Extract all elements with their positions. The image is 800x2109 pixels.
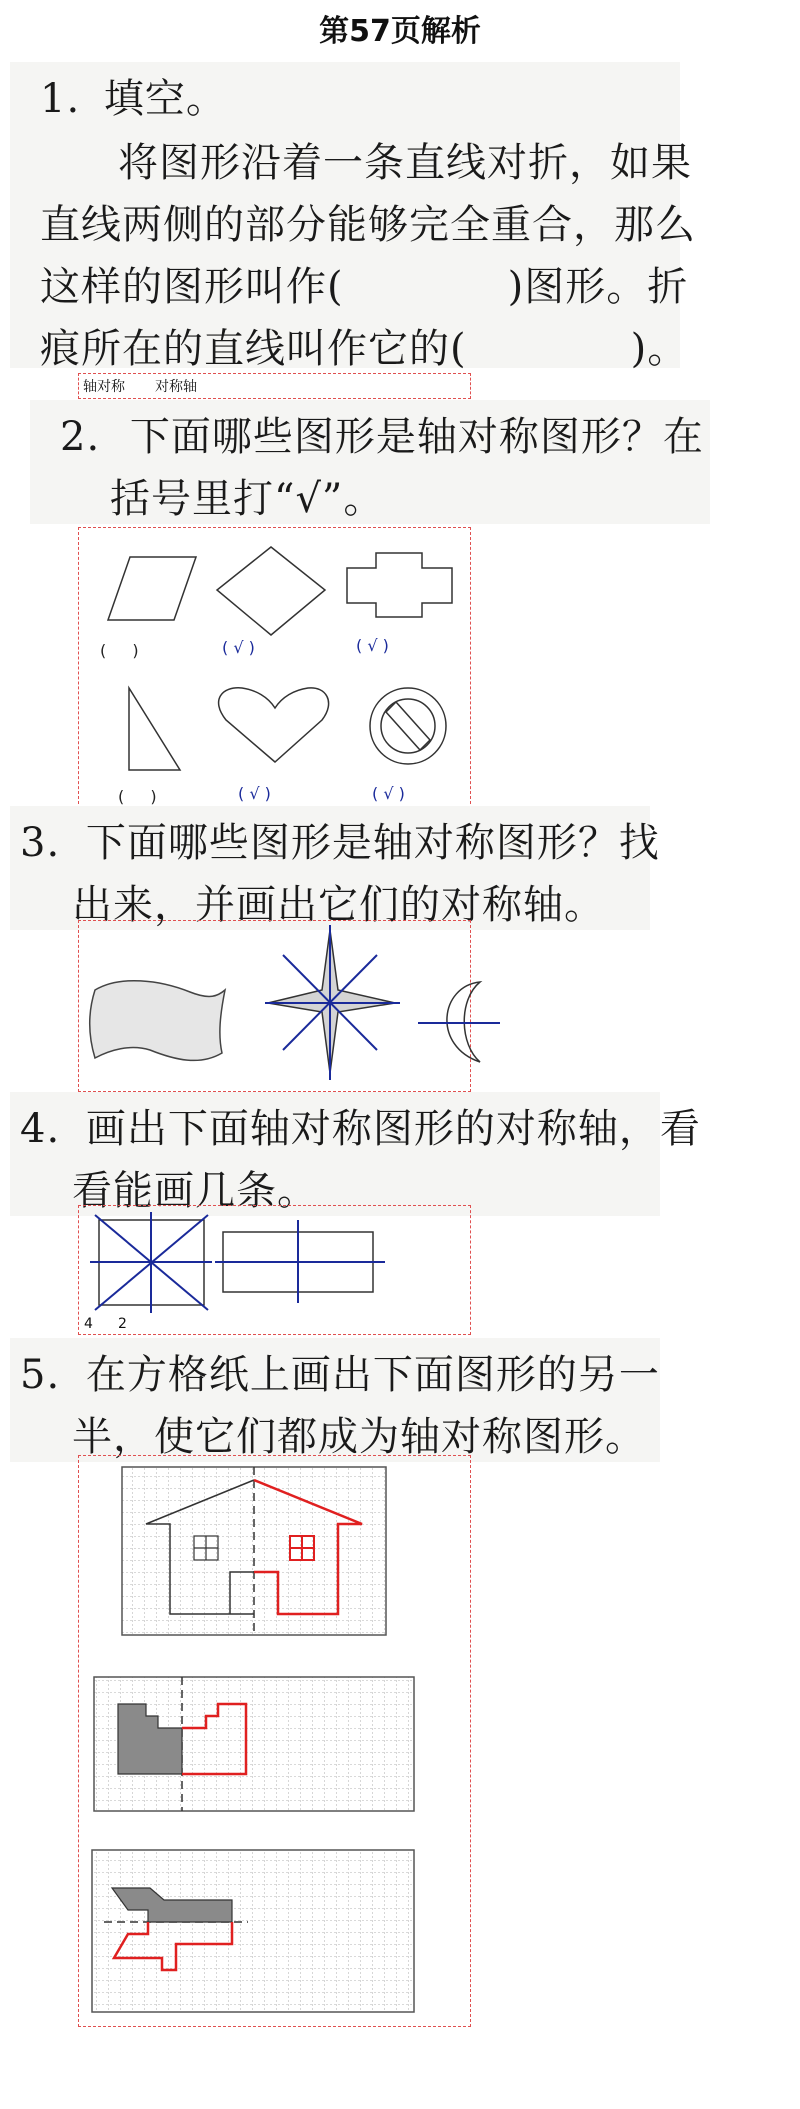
question-text: 下面哪些图形是轴对称图形？在: [129, 414, 704, 460]
rectangle-axis-count: 2: [118, 1316, 127, 1332]
grid-shape-3: [92, 1850, 414, 2012]
question-3-line-2: 出来，并画出它们的对称轴。: [72, 882, 605, 928]
grid-shape-2: [94, 1677, 414, 1811]
question-number: 1.: [40, 76, 81, 122]
mark-triangle: ( ): [118, 787, 157, 806]
mark-diamond: ( √ ): [222, 638, 255, 657]
question-1-line-4: 痕所在的直线叫作它的( )。: [40, 326, 689, 372]
square-axis-count: 4: [84, 1316, 93, 1332]
question-5-line-2: 半，使它们都成为轴对称图形。: [72, 1414, 646, 1460]
mark-parallelogram: ( ): [100, 641, 139, 660]
answer-symmetry-axis: 对称轴: [155, 379, 197, 395]
question-1-line-1: 将图形沿着一条直线对折，如果: [118, 140, 692, 186]
question-1-line-2: 直线两侧的部分能够完全重合，那么: [40, 202, 696, 248]
question-text: 画出下面轴对称图形的对称轴，看: [85, 1106, 701, 1152]
question-number: 4.: [20, 1106, 61, 1152]
page-title: 第57页解析: [319, 14, 481, 49]
mark-prohibition: ( √ ): [372, 784, 405, 803]
mark-cross: ( √ ): [356, 636, 389, 655]
question-2-line-2: 括号里打“√”。: [110, 476, 385, 522]
answer-axis-symmetric: 轴对称: [83, 379, 125, 395]
question-1-line-3: 这样的图形叫作( )图形。折: [40, 264, 689, 310]
question-text: 在方格纸上画出下面图形的另一: [85, 1352, 660, 1398]
question-text: 下面哪些图形是轴对称图形？找: [85, 820, 660, 866]
mark-heart: ( √ ): [238, 784, 271, 803]
question-number: 3.: [20, 820, 61, 866]
grid-house: [122, 1467, 386, 1635]
question-4-line-2: 看能画几条。: [72, 1168, 318, 1214]
question-number: 2.: [60, 414, 101, 460]
question-number: 5.: [20, 1352, 61, 1398]
question-text: 填空。: [103, 76, 227, 122]
